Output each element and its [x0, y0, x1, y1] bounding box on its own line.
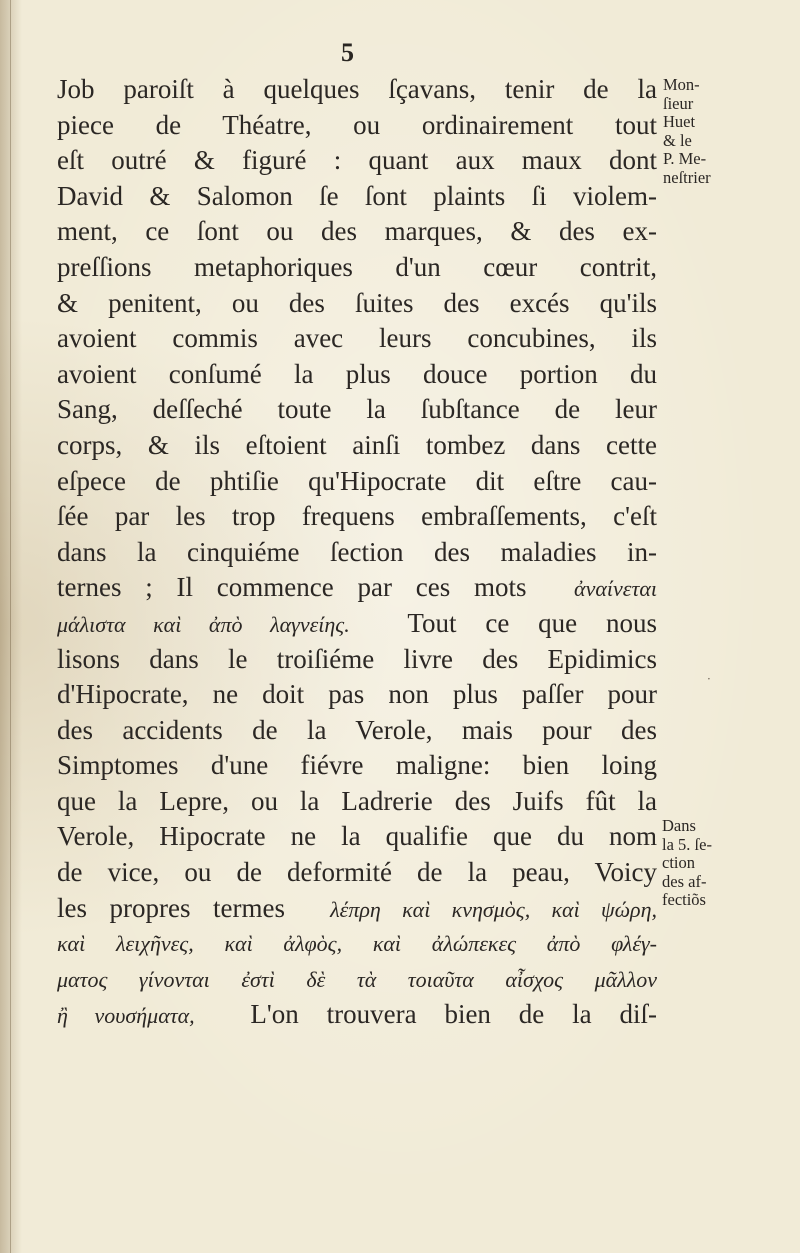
text-line: ment, ce ſont ou des marques, & des ex- [57, 216, 657, 247]
margin-note-line: fectiõs [662, 890, 706, 909]
text-line: ſée par les trop frequens embraſſements, c'eſt [57, 501, 657, 532]
text-segment: ternes ; Il commence par ces mots [57, 572, 527, 603]
text-line: que la Lepre, ou la Ladrerie des Juifs fût la [57, 785, 657, 816]
text-segment: les propres termes [57, 892, 286, 923]
margin-note-section [662, 817, 712, 910]
binding-shadow [0, 0, 22, 1253]
text-line: corps, & ils eſtoient ainſi tombez dans cette [57, 429, 657, 460]
greek-quote: λέπρη καὶ κνησμὸς, καὶ ψώρη, [330, 896, 657, 922]
greek-line: ματος γίνονται ἐστὶ δὲ τὰ τοιαῦτα αἶσχος μᾶλλον [57, 966, 657, 992]
margin-note-line: Mon- [663, 75, 700, 94]
text-line-with-greek [57, 606, 657, 642]
text-line: piece de Théatre, ou ordinairement tout [57, 109, 657, 140]
text-line: Sang, deſſeché toute la ſubſtance de leur [57, 394, 657, 425]
greek-quote: ἀναίνεται [574, 576, 657, 602]
text-line-with-greek [57, 997, 657, 1033]
text-line: dans la cinquiéme ſection des maladies in- [57, 536, 657, 567]
margin-note-line: la 5. ſe- [662, 834, 712, 854]
text-line: Job paroiſt à quelques ſçavans, tenir de la [57, 74, 657, 104]
margin-note-line: Huet [663, 112, 696, 131]
binding-edge [10, 0, 11, 1253]
text-line: Verole, Hipocrate ne la qualifie que du nom [57, 821, 657, 852]
greek-line: καὶ λειχῆνες, καὶ ἀλφὸς, καὶ ἀλώπεκες ἀπὸ φλέγ- [57, 931, 657, 957]
margin-note-line: ction [662, 853, 695, 872]
text-line: preſſions metaphoriques d'un cœur contrit, [57, 251, 657, 282]
text-line: eſpece de phtiſie qu'Hipocrate dit eſtre cau- [57, 465, 657, 496]
margin-note-line: des af- [662, 871, 707, 891]
text-line: avoient conſumé la plus douce portion du [57, 358, 657, 389]
text-line: avoient commis avec leurs concubines, ils [57, 323, 657, 354]
text-segment: Tout ce que nous [407, 607, 657, 638]
text-line: David & Salomon ſe ſont plaints ſi violem- [57, 180, 657, 211]
text-segment: L'on trouvera bien de la diſ- [250, 999, 657, 1030]
greek-quote: ἢ νουσήματα, [57, 1003, 195, 1029]
text-line: eſt outré & figuré : quant aux maux dont [57, 145, 657, 176]
margin-note-line: & le [663, 130, 692, 150]
text-line-with-greek [57, 570, 657, 606]
ink-speck: · [707, 672, 711, 686]
margin-note-huet [663, 76, 711, 187]
greek-quote: μάλιστα καὶ ἀπὸ λαγνείης. [57, 611, 350, 637]
margin-note-line: neſtrier [663, 167, 711, 187]
margin-note-line: P. Me- [663, 149, 707, 168]
text-line: lisons dans le troiſiéme livre des Epidimics [57, 643, 657, 674]
margin-note-line: Dans [662, 816, 696, 835]
main-text-block [57, 72, 657, 1033]
text-line: & penitent, ou des ſuites des excés qu'ils [57, 287, 657, 318]
text-line: des accidents de la Verole, mais pour des [57, 714, 657, 745]
text-line: de vice, ou de deformité de la peau, Voicy [57, 857, 657, 888]
text-line: d'Hipocrate, ne doit pas non plus paſſer pour [57, 679, 657, 710]
margin-note-line: ſieur [663, 93, 694, 113]
page-number: 5 [341, 38, 354, 67]
text-line: Simptomes d'une fiévre maligne: bien loing [57, 750, 657, 781]
text-line-with-greek [57, 891, 657, 927]
